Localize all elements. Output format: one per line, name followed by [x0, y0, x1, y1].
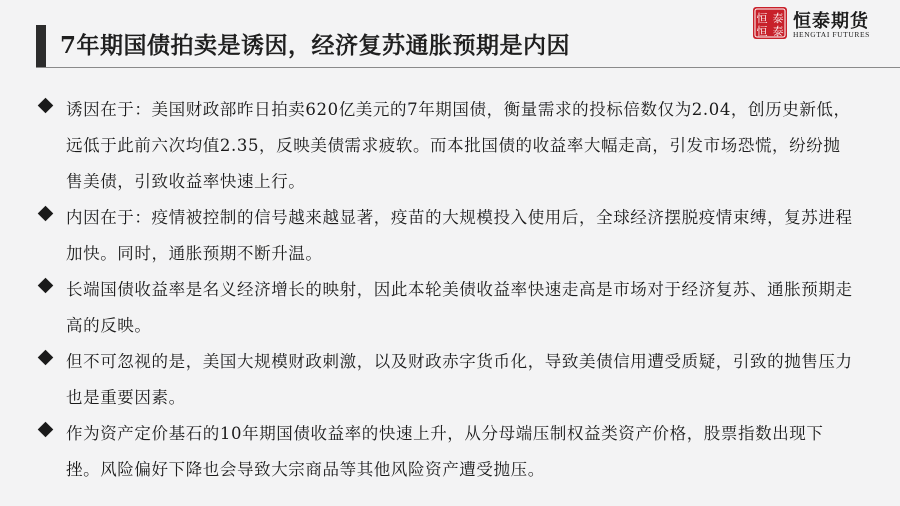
list-item-text: 内因在于：疫情被控制的信号越来越显著，疫苗的大规模投入使用后，全球经济摆脱疫情束缚，复苏进程加快。同时，通胀预期不断升温。	[66, 208, 853, 263]
diamond-bullet-icon	[38, 98, 54, 114]
list-item-text: 但不可忽视的是，美国大规模财政刺激，以及财政赤字货币化，导致美债信用遭受质疑，引致的抛售压力也是重要因素。	[66, 352, 853, 407]
list-item-text: 诱因在于：美国财政部昨日拍卖620亿美元的7年期国债，衡量需求的投标倍数仅为2.04，创历史新低，远低于此前六次均值2.35，反映美债需求疲软。而本批国债的收益率大幅走高，引发市场恐慌，纷纷抛售美债，引致收益率快速上行。	[66, 100, 851, 191]
list-item	[36, 92, 856, 200]
diamond-bullet-icon	[38, 422, 54, 438]
bullet-list	[36, 92, 856, 488]
diamond-bullet-icon	[38, 206, 54, 222]
slide-title: 7年期国债拍卖是诱因，经济复苏通胀预期是内因	[60, 32, 571, 59]
list-item	[36, 200, 856, 272]
diamond-bullet-icon	[38, 278, 54, 294]
list-item-text: 长端国债收益率是名义经济增长的映射，因此本轮美债收益率快速走高是市场对于经济复苏、通胀预期走高的反映。	[66, 280, 853, 335]
list-item	[36, 344, 856, 416]
logo-name-cn: 恒泰期货	[793, 11, 869, 32]
diamond-bullet-icon	[38, 350, 54, 366]
list-item	[36, 272, 856, 344]
list-item	[36, 416, 856, 488]
logo-mark-icon	[752, 6, 788, 40]
company-logo	[752, 6, 898, 42]
title-accent-bar	[36, 25, 46, 67]
svg-text:恒: 恒	[756, 25, 768, 38]
list-item-text: 作为资产定价基石的10年期国债收益率的快速上升，从分母端压制权益类资产价格，股票指数出现下挫。风险偏好下降也会导致大宗商品等其他风险资产遭受抛压。	[66, 424, 824, 479]
svg-text:泰: 泰	[772, 12, 784, 25]
svg-text:恒: 恒	[756, 12, 768, 25]
title-divider	[36, 67, 900, 68]
svg-text:泰: 泰	[772, 25, 784, 38]
logo-name-en: HENGTAI FUTURES	[793, 30, 870, 39]
